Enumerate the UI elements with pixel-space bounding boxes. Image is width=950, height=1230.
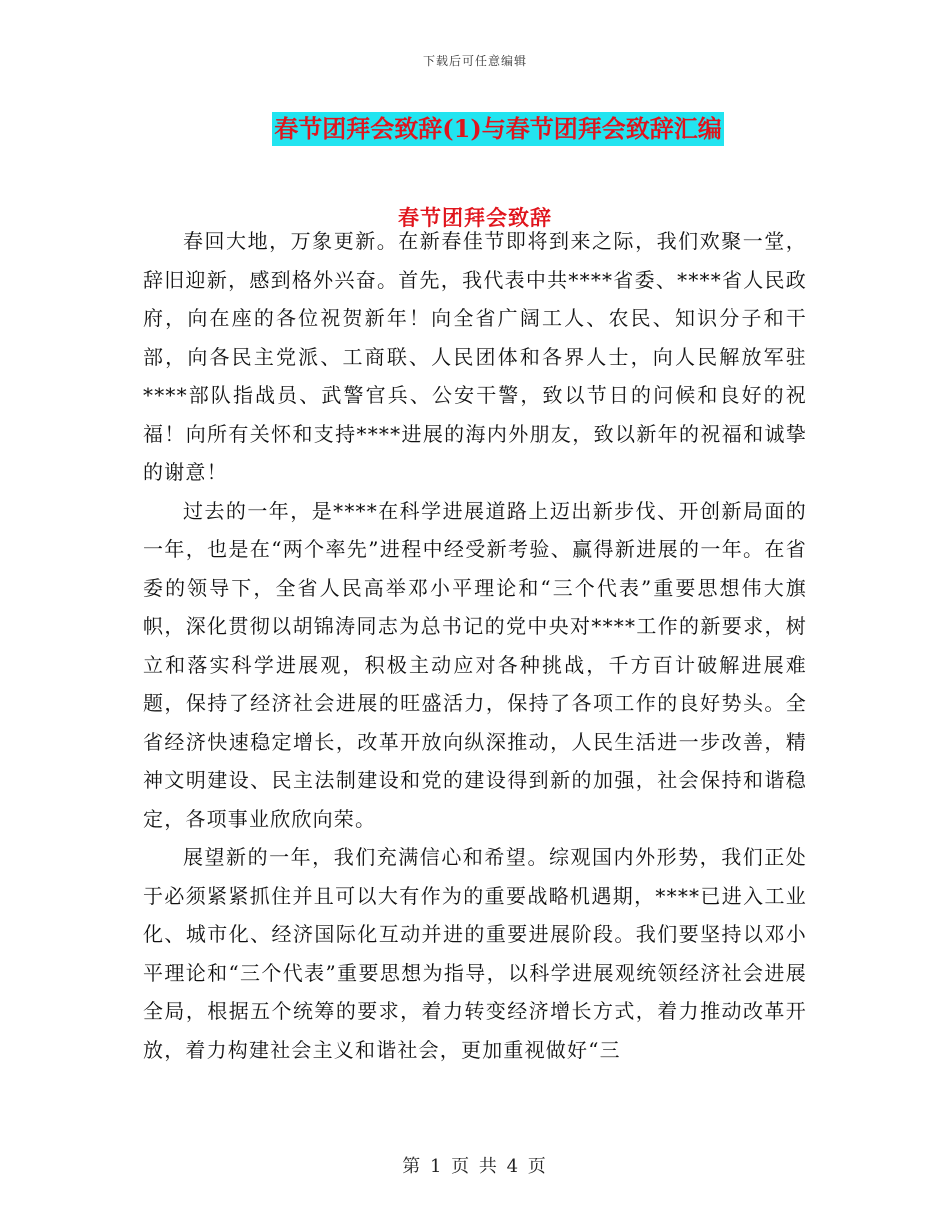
section-title: 春节团拜会致辞 (398, 205, 552, 230)
paragraph: 过去的一年，是****在科学进展道路上迈出新步伐、开创新局面的一年，也是在“两个率先”进程中经受新考验、赢得新进展的一年。在省委的领导下，全省人民高举邓小平理论和“三个代表”重要思想伟大旗帜，深化贯彻以胡锦涛同志为总书记的党中央对****工作的新要求，树立和落实科学进展观，积极主动应对各种挑战，千方百计破解进展难题，保持了经济社会进展的旺盛活力，保持了各项工作的良好势头。全省经济快速稳定增长，改革开放向纵深推动，人民生活进一步改善，精神文明建设、民主法制建设和党的建设得到新的加强，社会保持和谐稳定，各项事业欣欣向荣。 (143, 498, 807, 831)
document-body (143, 222, 807, 1069)
header-note: 下载后可任意编辑 (422, 54, 527, 68)
page-number: 第 1 页 共 4 页 (402, 1156, 548, 1177)
document-title-row (0, 112, 950, 146)
paragraph: 展望新的一年，我们充满信心和希望。综观国内外形势，我们正处于必须紧紧抓住并且可以大有作为的重要战略机遇期，****已进入工业化、城市化、经济国际化互动并进的重要进展阶段。我们要坚持以邓小平理论和“三个代表”重要思想为指导，以科学进展观统领经济社会进展全局，根据五个统筹的要求，着力转变经济增长方式，着力推动改革开放，着力构建社会主义和谐社会，更加重视做好“三 (143, 845, 807, 1062)
document-title: 春节团拜会致辞(1)与春节团拜会致辞汇编 (272, 112, 723, 146)
paragraph: 春回大地，万象更新。在新春佳节即将到来之际，我们欢聚一堂，辞旧迎新，感到格外兴奋。首先，我代表中共****省委、****省人民政府，向在座的各位祝贺新年！向全省广阔工人、农民、知识分子和干部，向各民主党派、工商联、人民团体和各界人士，向人民解放军驻****部队指战员、武警官兵、公安干警，致以节日的问候和良好的祝福！向所有关怀和支持****进展的海内外朋友，致以新年的祝福和诚挚的谢意！ (143, 229, 807, 484)
